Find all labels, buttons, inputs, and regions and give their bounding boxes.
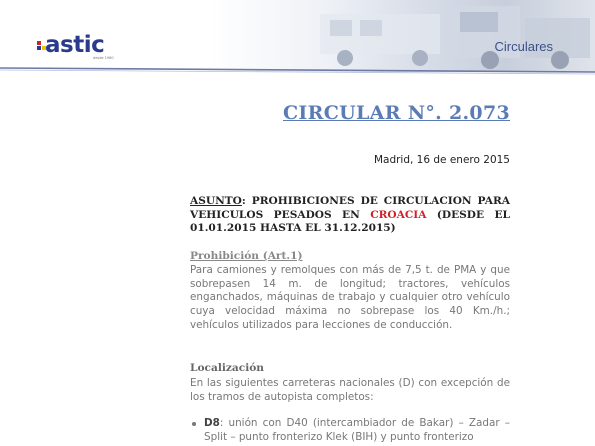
- logo-tagline: desde 1960: [93, 56, 114, 60]
- section-label: Circulares: [494, 39, 553, 54]
- truck-banner-image: [300, 0, 595, 72]
- header-divider-line: [0, 66, 595, 76]
- page-header-banner: [0, 0, 595, 78]
- road-description: : unión con D40 (intercambiador de Bakar) – Zadar – Split – punto fronterizo Klek (BIH) y punto fronterizo: [204, 417, 510, 443]
- localizacion-text: En las siguientes carreteras nacionales (D) con excepción de los tramos de autopista completos:: [190, 377, 510, 403]
- list-item: [190, 417, 510, 444]
- circular-date: Madrid, 16 de enero 2015: [373, 154, 510, 166]
- subject-label: ASUNTO: [190, 195, 242, 207]
- prohibicion-heading: Prohibición (Art.1): [190, 250, 303, 262]
- bullet-icon: [192, 422, 196, 426]
- road-code: D8: [204, 417, 220, 429]
- road-list: [190, 417, 510, 444]
- localizacion-heading: Localización: [190, 362, 265, 374]
- subject-text-before: : PROHIBICIONES DE CIRCULACION PARA VEHICULOS PESADOS EN: [190, 195, 510, 221]
- subject-paragraph: [190, 195, 510, 236]
- circular-title: CIRCULAR N°. 2.073: [283, 102, 510, 124]
- logo-text: astic: [45, 32, 105, 58]
- prohibicion-text: Para camiones y remolques con más de 7,5 t. de PMA y que sobrepasen 14 m. de longitud; tractores, vehículos enganchados, máquinas de trabajo y cualquier otro vehículo cuya velocidad máxima no sobrepase los 40 Km./h.; vehículos utilizados para lecciones de conducción.: [190, 264, 510, 331]
- subject-country: CROACIA: [370, 208, 427, 221]
- subject-text-after: (DESDE EL 01.01.2015 HASTA EL 31.12.2015): [190, 208, 510, 235]
